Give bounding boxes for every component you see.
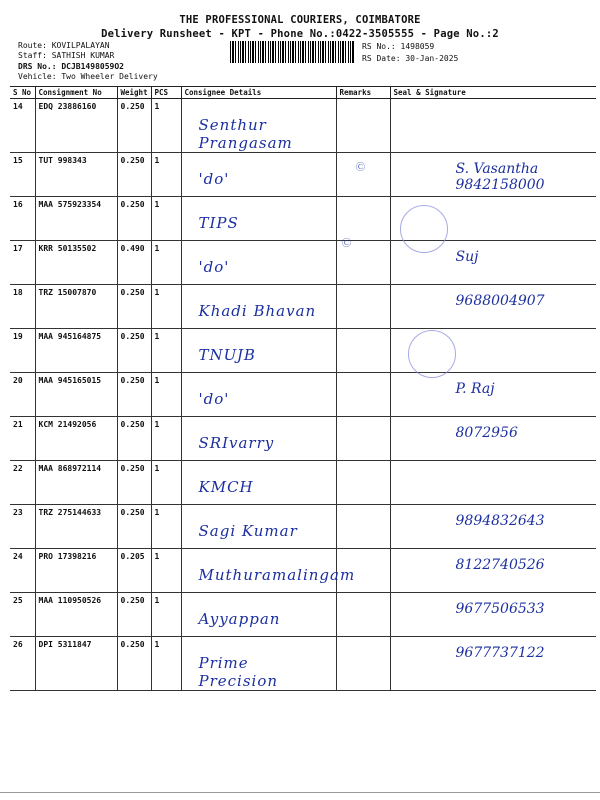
pcs-cell: 1 — [151, 593, 181, 637]
signature-cell — [390, 417, 596, 461]
handwritten-consignee: Ayyappan — [198, 610, 281, 628]
consignment-cell: MAA 868972114 — [35, 461, 117, 505]
handwritten-signature: 9894832643 — [455, 513, 545, 529]
pcs-cell: 1 — [151, 637, 181, 691]
consignee-cell — [181, 99, 336, 153]
pcs-cell: 1 — [151, 505, 181, 549]
remark-mark: Ⓒ — [356, 163, 366, 173]
weight-cell: 0.250 — [117, 461, 151, 505]
table-row — [10, 153, 596, 197]
signature-cell — [390, 549, 596, 593]
sno-cell: 25 — [10, 593, 35, 637]
col-weight: Weight — [117, 87, 151, 99]
consignment-cell: KRR 50135502 — [35, 241, 117, 285]
weight-cell: 0.250 — [117, 505, 151, 549]
runsheet-table — [10, 86, 596, 691]
signature-cell — [390, 637, 596, 691]
weight-cell: 0.205 — [117, 549, 151, 593]
pcs-cell: 1 — [151, 417, 181, 461]
table-row — [10, 285, 596, 329]
table-row — [10, 241, 596, 285]
handwritten-signature: P. Raj — [455, 381, 495, 397]
rs-date: RS Date: 30-Jan-2025 — [362, 54, 459, 63]
handwritten-consignee: Muthuramalingam — [198, 566, 356, 584]
handwritten-consignee: Khadi Bhavan — [198, 302, 317, 320]
remarks-cell — [336, 373, 390, 417]
signature-cell — [390, 593, 596, 637]
weight-cell: 0.250 — [117, 197, 151, 241]
handwritten-consignee: 'do' — [198, 170, 230, 188]
consignee-cell — [181, 593, 336, 637]
consignment-cell: MAA 945164875 — [35, 329, 117, 373]
pcs-cell: 1 — [151, 461, 181, 505]
pcs-cell: 1 — [151, 329, 181, 373]
handwritten-consignee: 'do' — [198, 390, 230, 408]
signature-cell — [390, 461, 596, 505]
divider — [0, 792, 600, 793]
pcs-cell: 1 — [151, 549, 181, 593]
sno-cell: 15 — [10, 153, 35, 197]
handwritten-consignee: TNUJB — [198, 346, 256, 364]
sno-cell: 14 — [10, 99, 35, 153]
remarks-cell — [336, 417, 390, 461]
rs-number: RS No.: 1498059 — [362, 42, 435, 51]
signature-cell — [390, 285, 596, 329]
weight-cell: 0.250 — [117, 417, 151, 461]
sno-cell: 22 — [10, 461, 35, 505]
handwritten-consignee: Prime Precision — [198, 654, 279, 690]
col-consignee: Consignee Details — [181, 87, 336, 99]
consignment-cell: TRZ 275144633 — [35, 505, 117, 549]
sno-cell: 19 — [10, 329, 35, 373]
pcs-cell: 1 — [151, 241, 181, 285]
handwritten-consignee: TIPS — [198, 214, 239, 232]
weight-cell: 0.250 — [117, 373, 151, 417]
signature-cell — [390, 505, 596, 549]
consignment-cell: TUT 998343 — [35, 153, 117, 197]
sno-cell: 24 — [10, 549, 35, 593]
handwritten-signature: 9688004907 — [455, 293, 545, 309]
remarks-cell — [336, 593, 390, 637]
col-remarks: Remarks — [336, 87, 390, 99]
handwritten-signature: 9677737122 — [455, 645, 545, 661]
vehicle-label: Vehicle: Two Wheeler Delivery — [18, 72, 158, 81]
weight-cell: 0.250 — [117, 329, 151, 373]
col-consignment: Consignment No — [35, 87, 117, 99]
consignee-cell — [181, 549, 356, 593]
table-row — [10, 417, 596, 461]
pcs-cell: 1 — [151, 153, 181, 197]
weight-cell: 0.250 — [117, 153, 151, 197]
sno-cell: 21 — [10, 417, 35, 461]
signature-cell — [390, 373, 596, 417]
remarks-cell — [336, 637, 390, 691]
sno-cell: 26 — [10, 637, 35, 691]
table-row — [10, 99, 596, 153]
consignment-cell: MAA 945165015 — [35, 373, 117, 417]
handwritten-consignee: Senthur Prangasam — [198, 116, 293, 152]
handwritten-signature: 9677506533 — [455, 601, 545, 617]
consignment-cell: MAA 575923354 — [35, 197, 117, 241]
weight-cell: 0.250 — [117, 593, 151, 637]
table-row — [10, 637, 596, 691]
consignee-cell — [181, 461, 336, 505]
consignment-cell: KCM 21492056 — [35, 417, 117, 461]
consignee-cell — [181, 153, 336, 197]
remark-mark: Ⓒ — [342, 239, 352, 249]
col-sno: S No — [10, 87, 35, 99]
barcode — [230, 41, 355, 63]
consignee-cell — [181, 373, 336, 417]
remarks-cell — [336, 329, 390, 373]
consignee-cell — [181, 241, 336, 285]
col-seal: Seal & Signature — [390, 87, 596, 99]
consignment-cell: DPI 5311847 — [35, 637, 117, 691]
runsheet-subtitle: Delivery Runsheet - KPT - Phone No.:0422-3505555 - Page No.:2 — [101, 28, 499, 40]
pcs-cell: 1 — [151, 99, 181, 153]
route-label: Route: KOVILPALAYAN — [18, 41, 110, 50]
signature-cell — [390, 99, 596, 153]
handwritten-signature: 8072956 — [455, 425, 518, 441]
table-row — [10, 505, 596, 549]
handwritten-consignee: SRIvarry — [198, 434, 275, 452]
sno-cell: 20 — [10, 373, 35, 417]
handwritten-signature: 8122740526 — [455, 557, 545, 573]
table-header — [10, 87, 596, 99]
consignee-cell — [181, 505, 336, 549]
consignee-cell — [181, 637, 336, 691]
consignee-cell — [181, 329, 336, 373]
weight-cell: 0.250 — [117, 285, 151, 329]
company-title: THE PROFESSIONAL COURIERS, COIMBATORE — [179, 14, 421, 26]
consignment-cell: MAA 110950526 — [35, 593, 117, 637]
consignment-cell: TRZ 15007870 — [35, 285, 117, 329]
consignment-cell: PRO 17398216 — [35, 549, 117, 593]
pcs-cell: 1 — [151, 197, 181, 241]
remarks-cell — [336, 461, 390, 505]
table-row — [10, 329, 596, 373]
consignment-cell: EDQ 23886160 — [35, 99, 117, 153]
consignee-cell — [181, 417, 336, 461]
seal-stamp — [408, 330, 456, 378]
weight-cell: 0.250 — [117, 637, 151, 691]
remarks-cell — [336, 505, 390, 549]
consignee-cell — [181, 197, 336, 241]
col-pcs: PCS — [151, 87, 181, 99]
table-row — [10, 549, 596, 593]
remarks-cell — [336, 99, 390, 153]
handwritten-signature: Suj — [455, 249, 479, 265]
drs-number: DRS No.: DCJB1498059O2 — [18, 62, 124, 71]
sno-cell: 23 — [10, 505, 35, 549]
table-row — [10, 373, 596, 417]
handwritten-signature: S. Vasantha 9842158000 — [455, 161, 545, 193]
weight-cell: 0.250 — [117, 99, 151, 153]
handwritten-consignee: 'do' — [198, 258, 230, 276]
handwritten-consignee: KMCH — [198, 478, 254, 496]
pcs-cell: 1 — [151, 285, 181, 329]
table-row — [10, 461, 596, 505]
pcs-cell: 1 — [151, 373, 181, 417]
sno-cell: 17 — [10, 241, 35, 285]
signature-cell — [390, 153, 596, 197]
table-row — [10, 197, 596, 241]
sno-cell: 16 — [10, 197, 35, 241]
staff-label: Staff: SATHISH KUMAR — [18, 51, 115, 60]
weight-cell: 0.490 — [117, 241, 151, 285]
sno-cell: 18 — [10, 285, 35, 329]
seal-stamp — [400, 205, 448, 253]
handwritten-consignee: Sagi Kumar — [198, 522, 298, 540]
table-row — [10, 593, 596, 637]
remarks-cell — [336, 285, 390, 329]
consignee-cell — [181, 285, 336, 329]
remarks-cell — [336, 197, 390, 241]
